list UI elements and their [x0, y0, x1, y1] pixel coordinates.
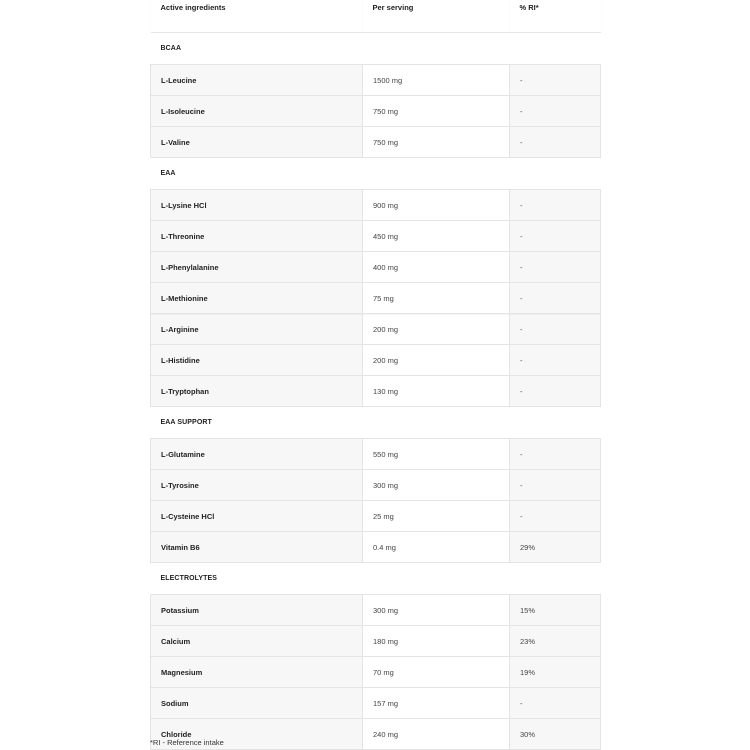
ingredient-amount: 750 mg — [363, 96, 510, 127]
table-row — [151, 501, 601, 532]
section-row — [151, 33, 601, 65]
ingredient-ri: 29% — [510, 532, 601, 563]
section-row — [151, 563, 601, 595]
ingredient-name: Calcium — [151, 626, 363, 657]
table-row — [151, 314, 601, 345]
section-title: BCAA — [151, 33, 601, 65]
ingredient-name: L-Phenylalanine — [151, 252, 363, 283]
section-row — [151, 407, 601, 439]
ingredient-ri: - — [510, 501, 601, 532]
ingredient-amount: 300 mg — [363, 595, 510, 626]
ingredient-name: L-Histidine — [151, 345, 363, 376]
ingredient-name: L-Cysteine HCl — [151, 501, 363, 532]
table-row — [151, 532, 601, 563]
ingredient-name: L-Leucine — [151, 65, 363, 96]
ingredient-amount: 75 mg — [363, 283, 510, 314]
section-title: ELECTROLYTES — [151, 563, 601, 595]
ingredient-name: L-Tryptophan — [151, 376, 363, 407]
ingredient-ri: 15% — [510, 595, 601, 626]
ingredient-ri: - — [510, 314, 601, 345]
table-row — [151, 688, 601, 719]
ingredient-name: Sodium — [151, 688, 363, 719]
ingredient-name: L-Methionine — [151, 283, 363, 314]
table-row — [151, 345, 601, 376]
table-row — [151, 439, 601, 470]
header-ri: % RI* — [510, 0, 601, 33]
ingredient-amount: 70 mg — [363, 657, 510, 688]
ingredient-ri: 23% — [510, 626, 601, 657]
ingredient-amount: 750 mg — [363, 127, 510, 158]
ingredient-amount: 0.4 mg — [363, 532, 510, 563]
ingredient-amount: 25 mg — [363, 501, 510, 532]
ingredient-ri: - — [510, 376, 601, 407]
table-row — [151, 657, 601, 688]
section-title: EAA SUPPORT — [151, 407, 601, 439]
ingredient-ri: - — [510, 688, 601, 719]
ingredient-name: Chloride — [151, 719, 363, 750]
table-row — [151, 595, 601, 626]
header-per-serving: Per serving — [363, 0, 510, 33]
table-row — [151, 127, 601, 158]
footnote: *RI - Reference intake — [150, 738, 224, 747]
ingredient-name: Magnesium — [151, 657, 363, 688]
table-row — [151, 96, 601, 127]
table-row — [151, 190, 601, 221]
ingredient-amount: 157 mg — [363, 688, 510, 719]
table-row — [151, 626, 601, 657]
table-row — [151, 470, 601, 501]
ingredient-name: L-Tyrosine — [151, 470, 363, 501]
ingredient-amount: 200 mg — [363, 345, 510, 376]
ingredient-name: L-Threonine — [151, 221, 363, 252]
ingredient-amount: 300 mg — [363, 470, 510, 501]
ingredient-ri: - — [510, 96, 601, 127]
ingredient-ri: 30% — [510, 719, 601, 750]
ingredient-amount: 180 mg — [363, 626, 510, 657]
table-header-row — [151, 0, 601, 33]
ingredient-amount: 130 mg — [363, 376, 510, 407]
ingredient-amount: 1500 mg — [363, 65, 510, 96]
ingredient-ri: - — [510, 470, 601, 501]
ingredient-name: L-Lysine HCl — [151, 190, 363, 221]
ingredient-ri: 19% — [510, 657, 601, 688]
ingredient-ri: - — [510, 190, 601, 221]
ingredient-name: Vitamin B6 — [151, 532, 363, 563]
table-row — [151, 376, 601, 407]
table-row — [151, 252, 601, 283]
section-row — [151, 158, 601, 190]
header-active-ingredients: Active ingredients — [151, 0, 363, 33]
ingredient-name: L-Isoleucine — [151, 96, 363, 127]
section-title: EAA — [151, 158, 601, 190]
ingredient-amount: 550 mg — [363, 439, 510, 470]
ingredient-name: L-Valine — [151, 127, 363, 158]
ingredient-name: L-Arginine — [151, 314, 363, 345]
ingredient-ri: - — [510, 252, 601, 283]
ingredient-ri: - — [510, 65, 601, 96]
table-row — [151, 283, 601, 314]
ingredient-ri: - — [510, 283, 601, 314]
ingredient-name: L-Glutamine — [151, 439, 363, 470]
ingredient-ri: - — [510, 345, 601, 376]
table-row — [151, 221, 601, 252]
ingredient-ri: - — [510, 127, 601, 158]
nutrition-table — [150, 0, 601, 750]
ingredient-amount: 450 mg — [363, 221, 510, 252]
ingredient-amount: 240 mg — [363, 719, 510, 750]
ingredient-name: Potassium — [151, 595, 363, 626]
ingredient-ri: - — [510, 439, 601, 470]
table-row — [151, 65, 601, 96]
table-body — [151, 33, 601, 750]
ingredient-amount: 400 mg — [363, 252, 510, 283]
ingredient-amount: 200 mg — [363, 314, 510, 345]
ingredient-amount: 900 mg — [363, 190, 510, 221]
ingredient-ri: - — [510, 221, 601, 252]
